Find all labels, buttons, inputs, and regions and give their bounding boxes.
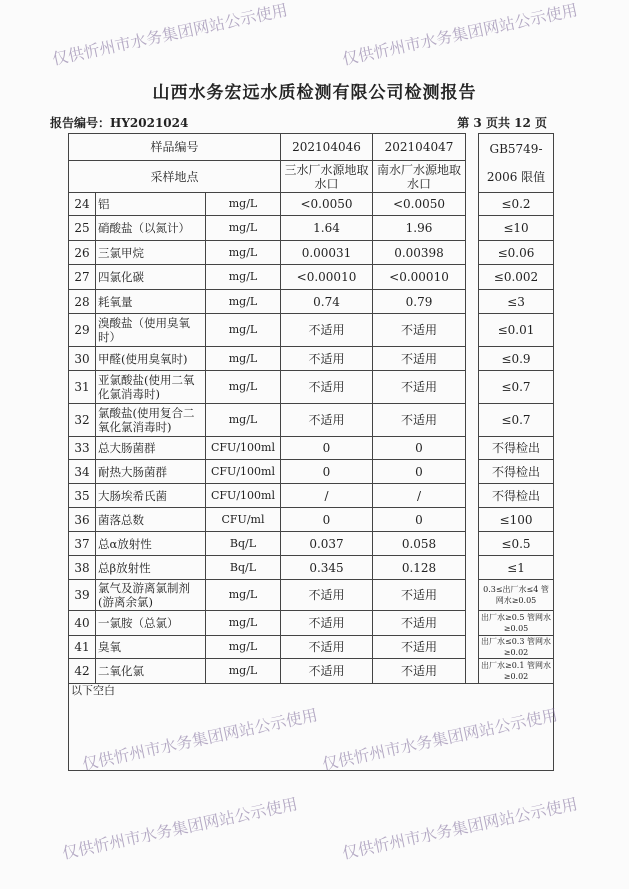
site-2: 南水厂水源地取水口 — [373, 161, 466, 193]
item-name: 氯酸盐(使用复合二氧化氯消毒时) — [96, 404, 206, 437]
watermark: 仅供忻州市水务集团网站公示使用 — [320, 705, 560, 774]
value-sample-2: <0.00010 — [373, 265, 466, 290]
item-unit: CFU/100ml — [206, 460, 281, 484]
table-row — [69, 636, 554, 659]
item-name: 总β放射性 — [96, 556, 206, 580]
item-name: 大肠埃希氏菌 — [96, 484, 206, 508]
item-unit: mg/L — [206, 404, 281, 437]
value-sample-2: 不适用 — [373, 404, 466, 437]
item-name: 总大肠菌群 — [96, 437, 206, 460]
item-limit: ≤0.5 — [479, 532, 554, 556]
item-number: 27 — [69, 265, 96, 290]
table-row — [69, 532, 554, 556]
item-limit: 0.3≤出厂水≤4 管网水≥0.05 — [479, 580, 554, 611]
value-sample-2: 0 — [373, 460, 466, 484]
value-sample-1: 0.345 — [281, 556, 373, 580]
item-limit: 出厂水≥0.5 管网水≥0.05 — [479, 611, 554, 636]
value-sample-1: 0.00031 — [281, 241, 373, 265]
item-name: 三氯甲烷 — [96, 241, 206, 265]
item-number: 25 — [69, 216, 96, 241]
item-unit: mg/L — [206, 371, 281, 404]
item-number: 35 — [69, 484, 96, 508]
value-sample-2: 0.00398 — [373, 241, 466, 265]
value-sample-2: 不适用 — [373, 314, 466, 347]
item-limit: 不得检出 — [479, 460, 554, 484]
value-sample-1: 0.74 — [281, 290, 373, 314]
item-unit: mg/L — [206, 636, 281, 659]
table-row — [69, 508, 554, 532]
item-name: 臭氧 — [96, 636, 206, 659]
value-sample-1: 不适用 — [281, 636, 373, 659]
item-number: 36 — [69, 508, 96, 532]
value-sample-1: 0 — [281, 460, 373, 484]
item-name: 甲醛(使用臭氧时) — [96, 347, 206, 371]
item-unit: CFU/100ml — [206, 437, 281, 460]
watermark: 仅供忻州市水务集团网站公示使用 — [60, 794, 300, 863]
watermark: 仅供忻州市水务集团网站公示使用 — [50, 0, 290, 69]
value-sample-2: 1.96 — [373, 216, 466, 241]
results-table — [68, 133, 554, 771]
table-row — [69, 404, 554, 437]
item-number: 39 — [69, 580, 96, 611]
value-sample-1: 0 — [281, 508, 373, 532]
item-limit: ≤0.7 — [479, 404, 554, 437]
item-limit: ≤10 — [479, 216, 554, 241]
sample-2: 202104047 — [373, 134, 466, 161]
item-unit: mg/L — [206, 216, 281, 241]
value-sample-2: 0.79 — [373, 290, 466, 314]
item-name: 菌落总数 — [96, 508, 206, 532]
item-name: 一氯胺（总氯） — [96, 611, 206, 636]
table-row — [69, 314, 554, 347]
gap-column — [466, 134, 479, 193]
table-row — [69, 193, 554, 216]
item-limit: ≤3 — [479, 290, 554, 314]
watermark: 仅供忻州市水务集团网站公示使用 — [340, 794, 580, 863]
item-name: 硝酸盐（以氮计） — [96, 216, 206, 241]
value-sample-2: 0 — [373, 508, 466, 532]
blank-row — [69, 684, 554, 771]
item-unit: mg/L — [206, 290, 281, 314]
value-sample-2: 不适用 — [373, 611, 466, 636]
value-sample-2: 不适用 — [373, 580, 466, 611]
item-name: 溴酸盐（使用臭氧时） — [96, 314, 206, 347]
sample-no-label: 样品编号 — [69, 134, 281, 161]
item-number: 33 — [69, 437, 96, 460]
blank-note: 以下空白 — [69, 684, 554, 771]
value-sample-2: 不适用 — [373, 347, 466, 371]
item-number: 42 — [69, 659, 96, 684]
table-row — [69, 437, 554, 460]
item-limit: ≤1 — [479, 556, 554, 580]
value-sample-2: 0.058 — [373, 532, 466, 556]
table-row — [69, 241, 554, 265]
item-limit: ≤0.06 — [479, 241, 554, 265]
gap-column — [466, 193, 479, 684]
table-row — [69, 216, 554, 241]
item-unit: mg/L — [206, 314, 281, 347]
value-sample-2: 不适用 — [373, 636, 466, 659]
item-number: 37 — [69, 532, 96, 556]
item-limit: 不得检出 — [479, 484, 554, 508]
item-limit: ≤0.002 — [479, 265, 554, 290]
value-sample-2: / — [373, 484, 466, 508]
report-title: 山西水务宏远水质检测有限公司检测报告 — [152, 83, 477, 103]
site-label: 采样地点 — [69, 161, 281, 193]
item-unit: mg/L — [206, 347, 281, 371]
item-unit: mg/L — [206, 265, 281, 290]
item-name: 耐热大肠菌群 — [96, 460, 206, 484]
table-row — [69, 371, 554, 404]
item-number: 24 — [69, 193, 96, 216]
value-sample-1: 不适用 — [281, 314, 373, 347]
item-number: 38 — [69, 556, 96, 580]
item-limit: 出厂水≥0.1 管网水≥0.02 — [479, 659, 554, 684]
item-number: 31 — [69, 371, 96, 404]
value-sample-1: 不适用 — [281, 659, 373, 684]
item-unit: Bq/L — [206, 556, 281, 580]
limit-header-line-2: 2006 限值 — [486, 170, 546, 184]
item-number: 30 — [69, 347, 96, 371]
item-name: 耗氧量 — [96, 290, 206, 314]
value-sample-1: / — [281, 484, 373, 508]
item-name: 二氧化氯 — [96, 659, 206, 684]
watermark: 仅供忻州市水务集团网站公示使用 — [340, 0, 580, 69]
page-info: 第 3 页共 12 页 — [457, 116, 547, 130]
report-number: 报告编号：HY2021024 — [50, 116, 189, 130]
item-unit: mg/L — [206, 241, 281, 265]
site-1: 三水厂水源地取水口 — [281, 161, 373, 193]
item-number: 26 — [69, 241, 96, 265]
item-name: 总α放射性 — [96, 532, 206, 556]
limit-header — [479, 134, 554, 193]
value-sample-1: 不适用 — [281, 580, 373, 611]
item-limit: 不得检出 — [479, 437, 554, 460]
item-unit: mg/L — [206, 611, 281, 636]
item-name: 四氯化碳 — [96, 265, 206, 290]
item-limit: ≤0.7 — [479, 371, 554, 404]
table-row — [69, 460, 554, 484]
value-sample-1: <0.0050 — [281, 193, 373, 216]
sample-1: 202104046 — [281, 134, 373, 161]
item-limit: 出厂水≤0.3 管网水≥0.02 — [479, 636, 554, 659]
table-row — [69, 659, 554, 684]
item-name: 亚氯酸盐(使用二氧化氯消毒时) — [96, 371, 206, 404]
value-sample-2: 0 — [373, 437, 466, 460]
table-row — [69, 265, 554, 290]
value-sample-1: 0.037 — [281, 532, 373, 556]
value-sample-2: 不适用 — [373, 371, 466, 404]
item-unit: CFU/ml — [206, 508, 281, 532]
item-limit: ≤0.01 — [479, 314, 554, 347]
item-limit: ≤0.2 — [479, 193, 554, 216]
item-number: 34 — [69, 460, 96, 484]
value-sample-1: 不适用 — [281, 404, 373, 437]
item-unit: Bq/L — [206, 532, 281, 556]
table-row — [69, 611, 554, 636]
value-sample-2: 0.128 — [373, 556, 466, 580]
item-number: 40 — [69, 611, 96, 636]
value-sample-1: 1.64 — [281, 216, 373, 241]
table-row — [69, 556, 554, 580]
item-limit: ≤100 — [479, 508, 554, 532]
value-sample-2: 不适用 — [373, 659, 466, 684]
value-sample-1: 不适用 — [281, 371, 373, 404]
value-sample-1: 不适用 — [281, 611, 373, 636]
table-row — [69, 484, 554, 508]
item-number: 29 — [69, 314, 96, 347]
value-sample-2: <0.0050 — [373, 193, 466, 216]
item-number: 28 — [69, 290, 96, 314]
item-unit: mg/L — [206, 659, 281, 684]
watermark: 仅供忻州市水务集团网站公示使用 — [80, 705, 320, 774]
item-name: 氯气及游离氯制剂(游离余氯) — [96, 580, 206, 611]
table-row — [69, 290, 554, 314]
value-sample-1: 不适用 — [281, 347, 373, 371]
table-row — [69, 347, 554, 371]
limit-header-line-1: GB5749- — [489, 142, 543, 156]
item-unit: mg/L — [206, 193, 281, 216]
item-number: 32 — [69, 404, 96, 437]
item-limit: ≤0.9 — [479, 347, 554, 371]
item-number: 41 — [69, 636, 96, 659]
item-unit: CFU/100ml — [206, 484, 281, 508]
value-sample-1: 0 — [281, 437, 373, 460]
item-unit: mg/L — [206, 580, 281, 611]
table-row — [69, 580, 554, 611]
item-name: 铝 — [96, 193, 206, 216]
value-sample-1: <0.00010 — [281, 265, 373, 290]
